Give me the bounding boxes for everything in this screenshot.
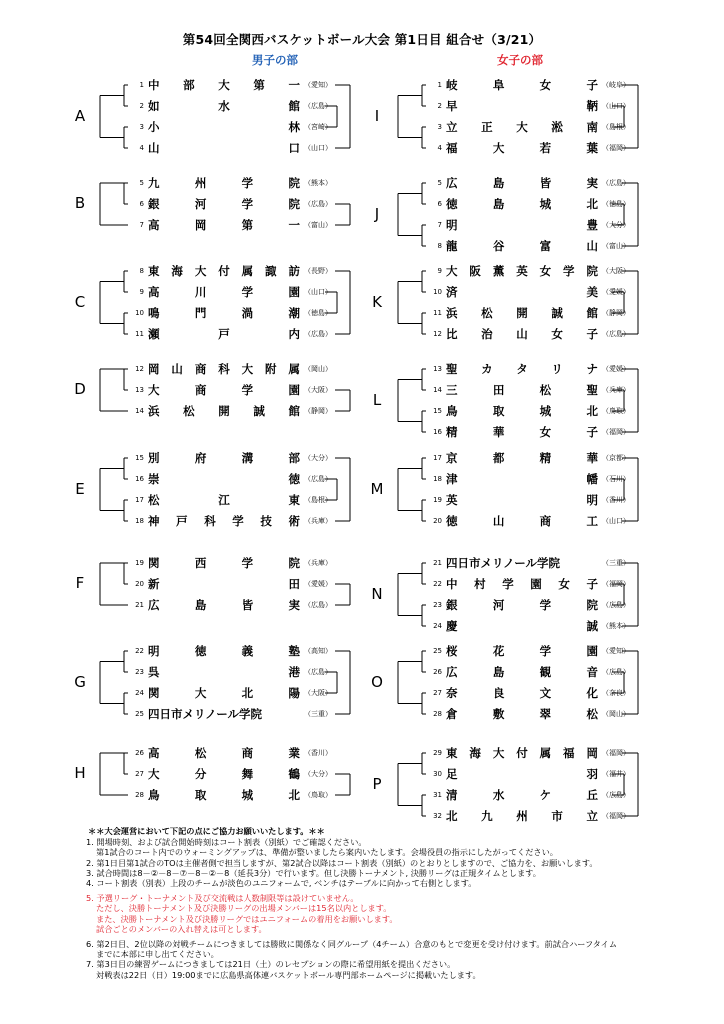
team-row bbox=[426, 381, 630, 399]
note-4: 4. コート割表（別表）上段のチームが淡色のユニフォームで, ベンチはテーブルに向かって右側とします。 bbox=[86, 878, 477, 889]
team-name: 明 徳 義 塾 bbox=[148, 644, 300, 658]
team-prefecture: （香川） bbox=[602, 496, 630, 504]
team-name: 京 都 精 華 bbox=[446, 451, 598, 465]
team-row bbox=[426, 216, 630, 234]
team-row bbox=[426, 325, 630, 343]
team-number: 26 bbox=[433, 668, 442, 676]
team-number: 16 bbox=[433, 428, 442, 436]
team-prefecture: （岐阜） bbox=[602, 81, 630, 89]
group-label: A bbox=[74, 106, 86, 125]
team-row bbox=[426, 642, 630, 660]
team-number: 10 bbox=[135, 309, 144, 317]
team-prefecture: （島根） bbox=[602, 123, 630, 131]
team-prefecture: （広島） bbox=[602, 791, 630, 799]
team-prefecture: （山口） bbox=[602, 102, 630, 110]
team-row bbox=[128, 195, 332, 213]
team-number: 17 bbox=[135, 496, 144, 504]
team-name: 東 海 大 付 属 福 岡 bbox=[446, 746, 598, 760]
team-number: 19 bbox=[135, 559, 144, 567]
team-name: 新 田 bbox=[148, 577, 300, 591]
team-row bbox=[426, 512, 630, 530]
team-name: 広 島 皆 実 bbox=[446, 176, 598, 190]
team-prefecture: （島根） bbox=[304, 496, 332, 504]
team-row bbox=[128, 97, 332, 115]
team-prefecture: （福岡） bbox=[602, 144, 630, 152]
team-row bbox=[128, 596, 332, 614]
team-prefecture: （富山） bbox=[602, 242, 630, 250]
team-prefecture: （福岡） bbox=[602, 428, 630, 436]
team-number: 19 bbox=[433, 496, 442, 504]
team-name: 松 江 東 bbox=[148, 493, 300, 507]
team-prefecture: （兵庫） bbox=[304, 559, 332, 567]
team-row bbox=[128, 304, 332, 322]
note-1a: 1. 開場時刻、および試合開始時刻はコート割表（別紙）でご確認ください。 bbox=[86, 837, 367, 848]
team-name: 関 西 学 院 bbox=[148, 556, 300, 570]
team-row bbox=[128, 554, 332, 572]
team-prefecture: （福岡） bbox=[602, 812, 630, 820]
team-number: 8 bbox=[139, 267, 144, 275]
team-number: 4 bbox=[139, 144, 144, 152]
team-prefecture: （大阪） bbox=[304, 689, 332, 697]
note-5b: ただし、決勝トーナメント及び決勝リーグの出場メンバーは15名以内とします。 bbox=[96, 903, 392, 914]
team-prefecture: （大分） bbox=[304, 770, 332, 778]
team-name: 浜 松 開 誠 館 bbox=[148, 404, 300, 418]
team-name: 東 海 大 付 属 諏 訪 bbox=[148, 264, 300, 278]
team-prefecture: （長野） bbox=[304, 267, 332, 275]
team-number: 28 bbox=[433, 710, 442, 718]
group-label: G bbox=[74, 672, 86, 691]
team-name: 関 大 北 陽 bbox=[148, 686, 300, 700]
team-name: 四日市メリノール学院 bbox=[446, 556, 560, 570]
group-label: M bbox=[370, 479, 384, 498]
group-label: L bbox=[372, 390, 382, 409]
team-number: 23 bbox=[433, 601, 442, 609]
team-number: 14 bbox=[433, 386, 442, 394]
team-prefecture: （徳島） bbox=[304, 309, 332, 317]
team-row bbox=[128, 575, 332, 593]
team-number: 20 bbox=[433, 517, 442, 525]
team-name: 高 岡 第 一 bbox=[148, 218, 300, 232]
team-number: 12 bbox=[433, 330, 442, 338]
team-name: 岡 山 商 科 大 附 属 bbox=[148, 362, 300, 376]
team-number: 15 bbox=[135, 454, 144, 462]
team-name: 倉 敷 翠 松 bbox=[446, 707, 598, 721]
team-prefecture: （大分） bbox=[304, 454, 332, 462]
team-number: 8 bbox=[437, 242, 442, 250]
group-label: P bbox=[372, 774, 382, 793]
team-prefecture: （石川） bbox=[602, 475, 630, 483]
team-number: 27 bbox=[135, 770, 144, 778]
team-name: 足 羽 bbox=[446, 767, 598, 781]
team-row bbox=[128, 642, 332, 660]
team-number: 5 bbox=[437, 179, 442, 187]
team-row bbox=[128, 381, 332, 399]
team-number: 11 bbox=[433, 309, 442, 317]
team-row bbox=[128, 765, 332, 783]
group-label: I bbox=[374, 106, 380, 125]
team-prefecture: （鳥取） bbox=[304, 791, 332, 799]
team-number: 15 bbox=[433, 407, 442, 415]
team-number: 20 bbox=[135, 580, 144, 588]
team-row bbox=[128, 262, 332, 280]
team-prefecture: （広島） bbox=[304, 668, 332, 676]
team-row bbox=[426, 575, 630, 593]
team-prefecture: （広島） bbox=[304, 102, 332, 110]
team-row bbox=[426, 139, 630, 157]
team-row bbox=[426, 304, 630, 322]
team-name: 徳 島 城 北 bbox=[446, 197, 598, 211]
team-prefecture: （熊本） bbox=[304, 179, 332, 187]
note-7b: 対戦表は22日（日）19:00までに広島県高体連バスケットボール専門部ホームページに掲載いたします。 bbox=[96, 969, 481, 980]
team-number: 25 bbox=[135, 710, 144, 718]
team-number: 2 bbox=[437, 102, 442, 110]
team-prefecture: （広島） bbox=[304, 475, 332, 483]
team-prefecture: （広島） bbox=[304, 330, 332, 338]
team-name: 慶 誠 bbox=[446, 619, 598, 633]
note-7a: 7. 第3日目の練習ゲームにつきましては21日（土）のレセプションの際に希望用紙を提出ください。 bbox=[86, 959, 456, 970]
team-row bbox=[426, 423, 630, 441]
team-row bbox=[426, 684, 630, 702]
team-row bbox=[426, 744, 630, 762]
team-number: 18 bbox=[135, 517, 144, 525]
team-prefecture: （愛知） bbox=[304, 81, 332, 89]
team-number: 25 bbox=[433, 647, 442, 655]
team-number: 5 bbox=[139, 179, 144, 187]
team-prefecture: （香川） bbox=[304, 749, 332, 757]
team-name: 中 村 学 園 女 子 bbox=[446, 577, 598, 591]
team-row bbox=[128, 118, 332, 136]
team-prefecture: （広島） bbox=[304, 200, 332, 208]
page-title: 第54回全関西バスケットボール大会 第1日目 組合せ（3/21） bbox=[182, 32, 542, 47]
team-name: 呉 港 bbox=[148, 665, 300, 679]
team-name: 銀 河 学 院 bbox=[148, 197, 300, 211]
team-prefecture: （富山） bbox=[304, 221, 332, 229]
team-number: 24 bbox=[135, 689, 144, 697]
team-number: 13 bbox=[433, 365, 442, 373]
team-number: 26 bbox=[135, 749, 144, 757]
team-number: 12 bbox=[135, 365, 144, 373]
team-prefecture: （大阪） bbox=[602, 267, 630, 275]
team-prefecture: （徳島） bbox=[602, 200, 630, 208]
team-name: 鳴 門 渦 潮 bbox=[148, 306, 300, 320]
team-number: 27 bbox=[433, 689, 442, 697]
team-row bbox=[128, 470, 332, 488]
team-name: 広 島 観 音 bbox=[446, 665, 598, 679]
team-name: 英 明 bbox=[446, 493, 598, 507]
team-row bbox=[426, 807, 630, 825]
team-name: 高 川 学 園 bbox=[148, 285, 300, 299]
team-prefecture: （高知） bbox=[304, 647, 332, 655]
team-name: 四日市メリノール学院 bbox=[148, 707, 262, 721]
team-name: 精 華 女 子 bbox=[446, 425, 598, 439]
team-prefecture: （山口） bbox=[304, 144, 332, 152]
team-name: 高 松 商 業 bbox=[148, 746, 300, 760]
team-row bbox=[128, 512, 332, 530]
team-number: 6 bbox=[139, 200, 144, 208]
team-prefecture: （兵庫） bbox=[602, 386, 630, 394]
note-5a: 5. 予選リーグ・トーナメント及び交流戦は人数制限等は設けていません。 bbox=[86, 893, 359, 904]
team-name: 如 水 館 bbox=[148, 99, 300, 113]
team-name: 奈 良 文 化 bbox=[446, 686, 598, 700]
team-prefecture: （愛媛） bbox=[602, 288, 630, 296]
team-number: 14 bbox=[135, 407, 144, 415]
team-prefecture: （熊本） bbox=[602, 622, 630, 630]
team-prefecture: （大阪） bbox=[304, 386, 332, 394]
team-prefecture: （広島） bbox=[304, 601, 332, 609]
team-row bbox=[128, 360, 332, 378]
team-prefecture: （静岡） bbox=[602, 309, 630, 317]
team-row bbox=[128, 663, 332, 681]
team-name: 福 大 若 葉 bbox=[446, 141, 598, 155]
team-row bbox=[426, 617, 630, 635]
team-name: 浜 松 開 誠 館 bbox=[446, 306, 598, 320]
team-number: 13 bbox=[135, 386, 144, 394]
team-name: 銀 河 学 院 bbox=[446, 598, 598, 612]
team-row bbox=[128, 491, 332, 509]
team-name: 立 正 大 淞 南 bbox=[446, 120, 598, 134]
team-name: 小 林 bbox=[148, 120, 300, 134]
girls-section-heading: 女子の部 bbox=[497, 53, 543, 67]
group-label: F bbox=[75, 574, 85, 592]
team-prefecture: （愛媛） bbox=[304, 580, 332, 588]
team-row bbox=[128, 174, 332, 192]
team-prefecture: （福岡） bbox=[602, 749, 630, 757]
team-name: 早 鞆 bbox=[446, 99, 598, 113]
group-label: B bbox=[74, 194, 86, 212]
group-label: J bbox=[374, 204, 380, 223]
team-row bbox=[426, 470, 630, 488]
team-prefecture: （愛媛） bbox=[602, 365, 630, 373]
team-row bbox=[426, 283, 630, 301]
team-prefecture: （鳥取） bbox=[602, 407, 630, 415]
team-prefecture: （奈良） bbox=[602, 689, 630, 697]
team-name: 津 幡 bbox=[446, 472, 598, 486]
team-row bbox=[426, 174, 630, 192]
group-label: C bbox=[74, 292, 86, 311]
team-prefecture: （山口） bbox=[304, 288, 332, 296]
group-label: O bbox=[371, 672, 383, 691]
note-2: 2. 第1日目第1試合のTOは主催者側で担当しますが、第2試合以降はコート割表（別紙）のとおりとしますので、ご協力を、お願いします。 bbox=[86, 857, 598, 868]
team-row bbox=[426, 554, 630, 572]
team-row bbox=[426, 76, 630, 94]
team-name: 瀬 戸 内 bbox=[148, 327, 300, 341]
team-name: 鳥 取 城 北 bbox=[148, 788, 300, 802]
team-prefecture: （福井） bbox=[602, 770, 630, 778]
team-name: 広 島 皆 実 bbox=[148, 598, 300, 612]
team-prefecture: （福岡） bbox=[602, 580, 630, 588]
team-number: 24 bbox=[433, 622, 442, 630]
team-row bbox=[128, 786, 332, 804]
team-number: 17 bbox=[433, 454, 442, 462]
team-name: 北 九 州 市 立 bbox=[446, 809, 598, 823]
note-6a: 6. 第2日目、2位以降の対戦チームにつきましては勝敗に関係なく同グループ（4チーム）合意のもとで変更を受け付けます。前試合ハーフタイム bbox=[86, 939, 618, 950]
team-number: 3 bbox=[437, 123, 442, 131]
team-row bbox=[426, 663, 630, 681]
team-number: 23 bbox=[135, 668, 144, 676]
team-prefecture: （兵庫） bbox=[304, 517, 332, 525]
team-name: 別 府 溝 部 bbox=[148, 451, 300, 465]
team-prefecture: （岡山） bbox=[602, 710, 630, 718]
team-row bbox=[128, 744, 332, 762]
team-row bbox=[426, 237, 630, 255]
team-row bbox=[426, 402, 630, 420]
team-name: 大 阪 薫 英 女 学 院 bbox=[446, 264, 598, 278]
team-name: 比 治 山 女 子 bbox=[446, 327, 598, 341]
boys-section-heading: 男子の部 bbox=[252, 53, 298, 67]
team-row bbox=[128, 684, 332, 702]
group-label: E bbox=[75, 479, 85, 498]
team-name: 龍 谷 富 山 bbox=[446, 239, 598, 253]
group-label: K bbox=[372, 292, 382, 311]
team-row bbox=[128, 139, 332, 157]
group-label: D bbox=[74, 380, 86, 398]
team-prefecture: （広島） bbox=[602, 668, 630, 676]
team-name: 大 商 学 園 bbox=[148, 383, 300, 397]
team-row bbox=[128, 216, 332, 234]
team-number: 29 bbox=[433, 749, 442, 757]
team-name: 明 豊 bbox=[446, 218, 598, 232]
team-name: 聖 カ タ リ ナ bbox=[446, 362, 598, 376]
team-number: 21 bbox=[433, 559, 442, 567]
team-name: 鳥 取 城 北 bbox=[446, 404, 598, 418]
team-name: 神 戸 科 学 技 術 bbox=[148, 514, 300, 528]
team-number: 22 bbox=[433, 580, 442, 588]
team-number: 22 bbox=[135, 647, 144, 655]
team-row bbox=[426, 118, 630, 136]
note-5c: また、決勝トーナメント及び決勝リーグではユニフォームの着用をお願いします。 bbox=[96, 913, 398, 924]
team-number: 11 bbox=[135, 330, 144, 338]
team-prefecture: （愛知） bbox=[602, 647, 630, 655]
team-prefecture: （三重） bbox=[602, 559, 630, 567]
team-name: 桜 花 学 園 bbox=[446, 644, 598, 658]
team-row bbox=[128, 325, 332, 343]
team-name: 九 州 学 院 bbox=[148, 176, 300, 190]
note-1b: 第1試合のコート内でのウォーミングアップは、準備が整いましたら案内いたします。会場役員の指示にしたがってください。 bbox=[96, 847, 558, 858]
team-prefecture: （山口） bbox=[602, 517, 630, 525]
team-row bbox=[128, 705, 332, 723]
team-number: 21 bbox=[135, 601, 144, 609]
team-name: 済 美 bbox=[446, 285, 598, 299]
team-name: 三 田 松 聖 bbox=[446, 383, 598, 397]
note-5d: 試合ごとのメンバーの入れ替えは可とします。 bbox=[96, 923, 267, 934]
note-3: 3. 試合時間は8－②－8－⑦－8－②－8（延長3分）で行います。但し決勝トーナメント, 決勝リーグは正規タイムとします。 bbox=[86, 867, 541, 878]
team-number: 6 bbox=[437, 200, 442, 208]
team-number: 30 bbox=[433, 770, 442, 778]
team-name: 岐 阜 女 子 bbox=[446, 78, 598, 92]
team-number: 10 bbox=[433, 288, 442, 296]
team-name: 崇 徳 bbox=[148, 472, 300, 486]
team-number: 4 bbox=[437, 144, 442, 152]
team-number: 18 bbox=[433, 475, 442, 483]
group-label: N bbox=[371, 584, 383, 603]
team-name: 中 部 大 第 一 bbox=[148, 78, 300, 92]
team-row bbox=[426, 765, 630, 783]
team-number: 9 bbox=[437, 267, 442, 275]
team-row bbox=[128, 76, 332, 94]
team-row bbox=[426, 491, 630, 509]
team-number: 7 bbox=[139, 221, 144, 229]
team-prefecture: （京都） bbox=[602, 454, 630, 462]
team-number: 9 bbox=[139, 288, 144, 296]
team-prefecture: （静岡） bbox=[304, 407, 332, 415]
team-row bbox=[426, 97, 630, 115]
team-name: 大 分 舞 鶴 bbox=[148, 767, 300, 781]
team-number: 3 bbox=[139, 123, 144, 131]
team-row bbox=[426, 262, 630, 280]
team-row bbox=[128, 402, 332, 420]
team-number: 28 bbox=[135, 791, 144, 799]
team-row bbox=[426, 705, 630, 723]
team-prefecture: （宮崎） bbox=[304, 123, 332, 131]
team-prefecture: （岡山） bbox=[304, 365, 332, 373]
team-number: 2 bbox=[139, 102, 144, 110]
team-number: 16 bbox=[135, 475, 144, 483]
team-row bbox=[426, 596, 630, 614]
team-prefecture: （広島） bbox=[602, 179, 630, 187]
team-prefecture: （大分） bbox=[602, 221, 630, 229]
team-prefecture: （広島） bbox=[602, 601, 630, 609]
team-number: 7 bbox=[437, 221, 442, 229]
team-row bbox=[426, 449, 630, 467]
team-number: 1 bbox=[437, 81, 442, 89]
team-row bbox=[128, 449, 332, 467]
team-number: 31 bbox=[433, 791, 442, 799]
group-label: H bbox=[74, 764, 86, 782]
team-row bbox=[426, 786, 630, 804]
team-name: 山 口 bbox=[148, 141, 300, 155]
team-row bbox=[128, 283, 332, 301]
notes-section bbox=[86, 826, 706, 980]
team-name: 清 水 ケ 丘 bbox=[446, 788, 598, 802]
team-number: 1 bbox=[139, 81, 144, 89]
team-number: 32 bbox=[433, 812, 442, 820]
notes-header: ＊＊大会運営において下記の点にご協力お願いいたします。＊＊ bbox=[88, 826, 325, 836]
team-row bbox=[426, 360, 630, 378]
note-6b: までに本部に申し出てください。 bbox=[96, 949, 219, 960]
team-row bbox=[426, 195, 630, 213]
team-prefecture: （三重） bbox=[304, 710, 332, 718]
team-prefecture: （広島） bbox=[602, 330, 630, 338]
team-name: 徳 山 商 工 bbox=[446, 514, 598, 528]
